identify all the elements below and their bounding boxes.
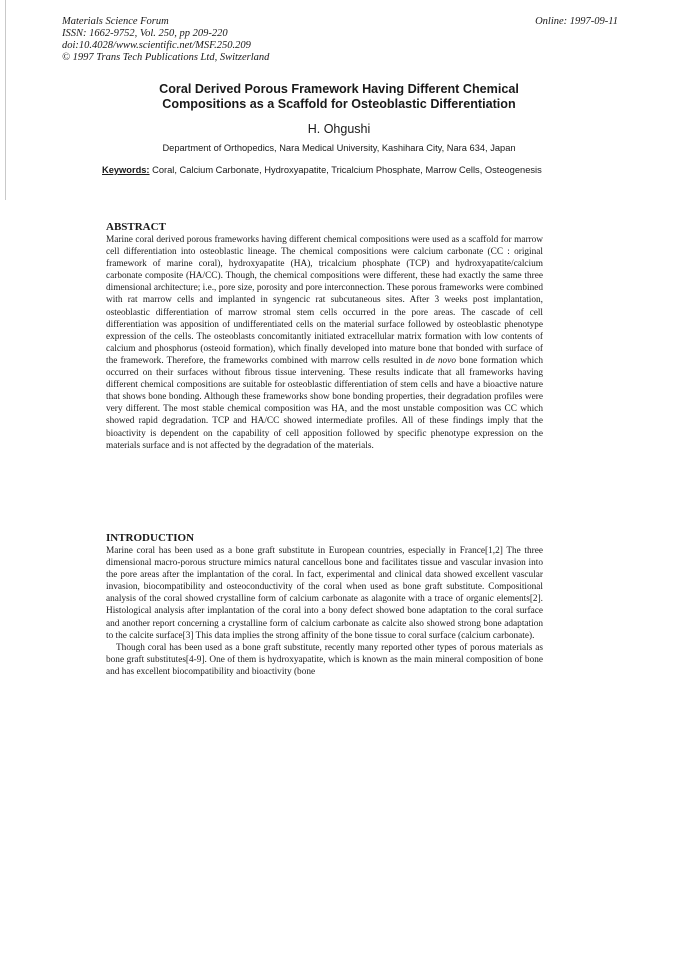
keywords-text: Coral, Calcium Carbonate, Hydroxyapatite, Tricalcium Phosphate, Marrow Cells, Osteogenesis [152, 165, 542, 175]
title-line-1: Coral Derived Porous Framework Having Different Chemical [159, 82, 519, 96]
introduction-body [106, 545, 543, 678]
journal-header [62, 16, 618, 64]
introduction-heading: INTRODUCTION [106, 532, 195, 544]
issn-line: ISSN: 1662-9752, Vol. 250, pp 209-220 [62, 28, 228, 39]
introduction-paragraph-2: Though coral has been used as a bone graft substitute, recently many reported other types of porous materials as bone graft substitutes[4-9]. One of them is hydroxyapatite, which is known as the main mineral composition of bone and has excellent biocompatibility and bioactivity (bone [106, 642, 543, 677]
abstract-body [106, 234, 543, 452]
introduction-paragraph-1: Marine coral has been used as a bone graft substitute in European countries, especially in France[1,2] The three dimensional macro-porous structure mimics natural cancellous bone and facilitates tissue and vascular invasion into the pore areas after the implantation of the coral. In fact, experimental and clinical data showed excellent vascular invasion, biocompatibility and osteoconductivity of the coral when used as bone graft substitute. Compositional analysis of the coral showed crystalline form of calcium carbonate as alagonite with a trace of organic elements[2]. Histological analysis after implantation of the coral into a bony defect showed bone adaptation to the coral surface and another report concerning a crystalline form of calcium carbonate as calcite also showed strong bone adaptation to the calcite surface[3] This data implies the strong affinity of the bone tissue to coral surface (calcium carbonate). [106, 546, 543, 641]
scan-margin-line [5, 0, 6, 200]
article-title [100, 82, 578, 112]
abstract-heading: ABSTRACT [106, 221, 166, 233]
abstract-text-part1: Marine coral derived porous frameworks having different chemical compositions were used as a scaffold for marrow cell differentiation into osteoblastic lineage. The chemical compositions were calcium carbonate (CC : original framework of marine coral), hydroxyapatite (HA), tricalcium phosphate (TCP) and hydroxyapatite/calcium carbonate composite (HA/CC). Though, the chemical compositions were different, these had exactly the same three dimensional architecture; i.e., pore size, porosity and pore interconnection. These porous frameworks were combined with rat marrow cells and implanted in syngencic rat subcutaneous sites. After 3 weeks post implantation, osteoblastic differentiation of marrow stromal stem cells occurred in the pore areas. The cascade of cell differentiation was apposition of undifferentiated cells on the material surface followed by osteoblastic phenotype expression of the cells. The osteoblasts concomitantly initiated extracellular matrix formation with low contents of calcium and phosphorus (osteoid formation), which finally developed into mature bone that bonded with surface of the framework. Therefore, the frameworks combined with marrow cells resulted in [106, 235, 543, 366]
title-line-2: Compositions as a Scaffold for Osteoblastic Differentiation [162, 97, 516, 111]
abstract-italic-term: de novo [425, 355, 456, 366]
journal-name: Materials Science Forum [62, 16, 169, 27]
doi-line: doi:10.4028/www.scientific.net/MSF.250.209 [62, 40, 251, 51]
author-affiliation: Department of Orthopedics, Nara Medical University, Kashihara City, Nara 634, Japan [162, 143, 516, 153]
keywords-label: Keywords: [102, 165, 150, 175]
online-date: Online: 1997-09-11 [535, 16, 618, 27]
author-name: H. Ohgushi [307, 122, 371, 136]
keywords [102, 164, 548, 176]
abstract-text-part2: bone formation which occurred on their surfaces without fibrous tissue intervening. These results indicate that all frameworks having different chemical compositions are suitable for osteoblastic differentiation of stem cells and have a bioactive nature that shows bone bonding. Although these frameworks show bone bonding properties, their degradation profiles were very different. The most stable chemical composition was HA, and the most unstable composition was CC which showed rapid degradation. TCP and HA/CC showed intermediate profiles. All of these findings imply that the bioactivity is dependent on the capability of cell apposition followed by specific phenotype expression on the materials surface and is not affected by the degradation of the materials. [106, 355, 544, 451]
copyright-line: © 1997 Trans Tech Publications Ltd, Switzerland [62, 52, 270, 63]
